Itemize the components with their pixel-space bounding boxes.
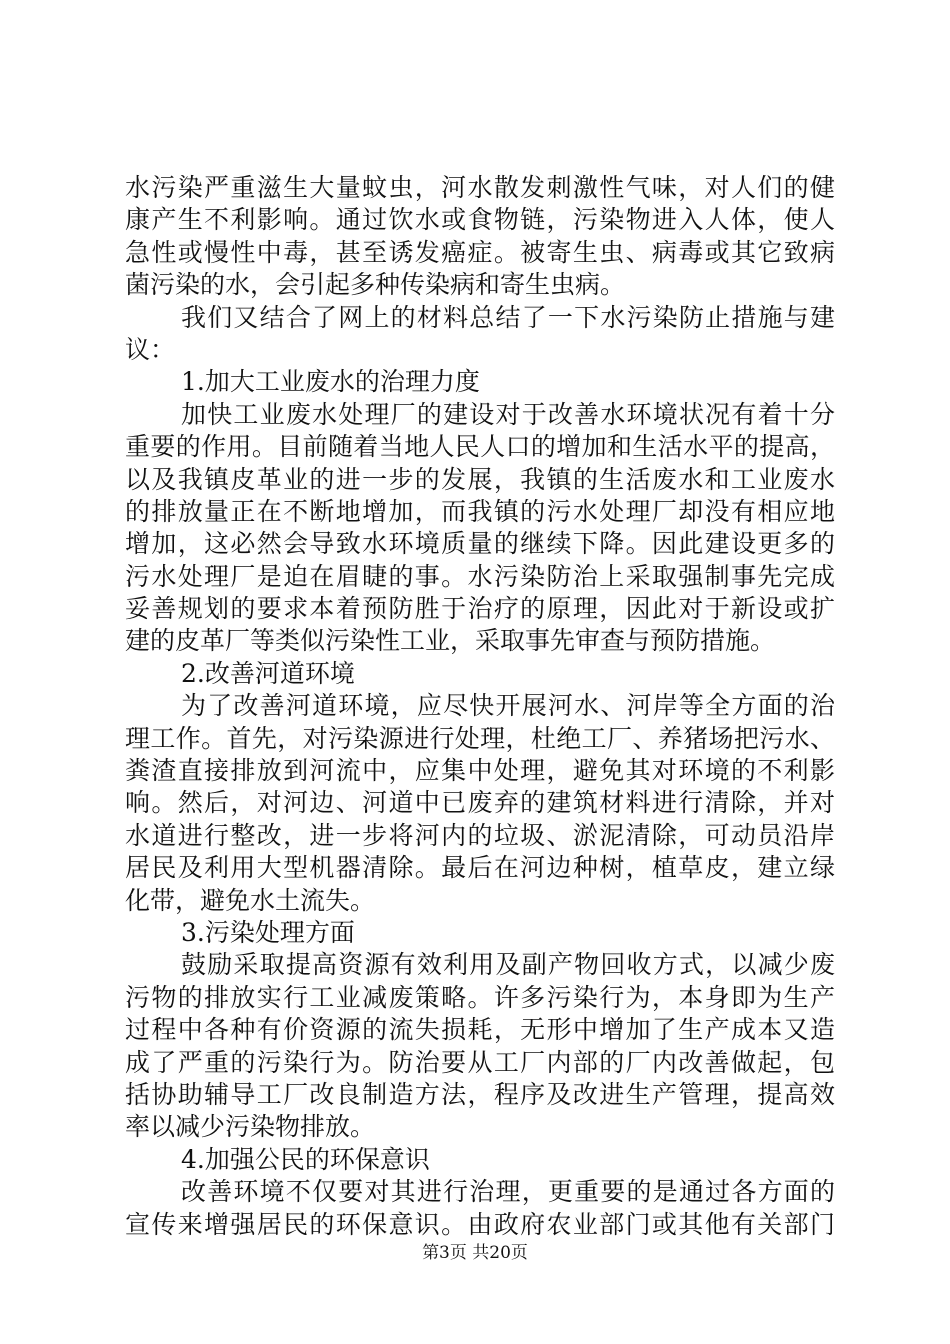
paragraph-line: 括协助辅导工厂改良制造方法，程序及改进生产管理，提高效 bbox=[125, 1079, 835, 1109]
paragraph-line: 菌污染的水，会引起多种传染病和寄生虫病。 bbox=[125, 270, 626, 300]
paragraph-line: 增加，这必然会导致水环境质量的继续下降。因此建设更多的 bbox=[125, 529, 835, 559]
paragraph-line: 居民及利用大型机器清除。最后在河边种树，植草皮，建立绿 bbox=[125, 853, 835, 883]
section-heading: 4.加强公民的环保意识 bbox=[181, 1144, 430, 1174]
paragraph-line: 响。然后，对河边、河道中已废弃的建筑材料进行清除，并对 bbox=[125, 788, 835, 818]
section-heading: 1.加大工业废水的治理力度 bbox=[181, 367, 480, 397]
paragraph-line: 康产生不利影响。通过饮水或食物链，污染物进入人体，使人 bbox=[125, 205, 835, 235]
paragraph-line: 建的皮革厂等类似污染性工业，采取事先审查与预防措施。 bbox=[125, 626, 776, 656]
paragraph-line: 的排放量正在不断地增加，而我镇的污水处理厂却没有相应地 bbox=[125, 496, 835, 526]
paragraph-line: 化带，避免水土流失。 bbox=[125, 885, 376, 915]
paragraph-line: 改善环境不仅要对其进行治理，更重要的是通过各方面的 bbox=[181, 1177, 835, 1207]
paragraph-line: 议： bbox=[125, 334, 176, 364]
paragraph-line: 水道进行整改，进一步将河内的垃圾、淤泥清除，可动员沿岸 bbox=[125, 820, 835, 850]
paragraph-line: 以及我镇皮革业的进一步的发展，我镇的生活废水和工业废水 bbox=[125, 464, 835, 494]
section-heading: 3.污染处理方面 bbox=[181, 917, 355, 947]
paragraph-line: 重要的作用。目前随着当地人民人口的增加和生活水平的提高， bbox=[125, 432, 835, 462]
section-heading: 2.改善河道环境 bbox=[181, 658, 355, 688]
page-number-footer: 第3页 共20页 bbox=[422, 1243, 528, 1263]
paragraph-line: 宣传来增强居民的环保意识。由政府农业部门或其他有关部门 bbox=[125, 1209, 835, 1239]
paragraph-line: 为了改善河道环境，应尽快开展河水、河岸等全方面的治 bbox=[181, 691, 835, 721]
paragraph-line: 我们又结合了网上的材料总结了一下水污染防止措施与建 bbox=[181, 302, 835, 332]
paragraph-line: 污水处理厂是迫在眉睫的事。水污染防治上采取强制事先完成 bbox=[125, 561, 835, 591]
paragraph-line: 加快工业废水处理厂的建设对于改善水环境状况有着十分 bbox=[181, 399, 835, 429]
paragraph-line: 污物的排放实行工业减废策略。许多污染行为，本身即为生产 bbox=[125, 982, 835, 1012]
paragraph-line: 过程中各种有价资源的流失损耗，无形中增加了生产成本又造 bbox=[125, 1015, 835, 1045]
paragraph-line: 粪渣直接排放到河流中，应集中处理，避免其对环境的不利影 bbox=[125, 756, 835, 786]
paragraph-line: 成了严重的污染行为。防治要从工厂内部的厂内改善做起，包 bbox=[125, 1047, 835, 1077]
paragraph-line: 妥善规划的要求本着预防胜于治疗的原理，因此对于新设或扩 bbox=[125, 594, 835, 624]
paragraph-line: 水污染严重滋生大量蚊虫，河水散发刺激性气味，对人们的健 bbox=[125, 173, 835, 202]
paragraph-line: 理工作。首先，对污染源进行处理，杜绝工厂、养猪场把污水、 bbox=[125, 723, 835, 753]
paragraph-line: 鼓励采取提高资源有效利用及副产物回收方式，以减少废 bbox=[181, 950, 835, 980]
paragraph-line: 急性或慢性中毒，甚至诱发癌症。被寄生虫、病毒或其它致病 bbox=[125, 237, 835, 267]
document-body bbox=[125, 172, 835, 1241]
paragraph-line: 率以减少污染物排放。 bbox=[125, 1112, 376, 1142]
